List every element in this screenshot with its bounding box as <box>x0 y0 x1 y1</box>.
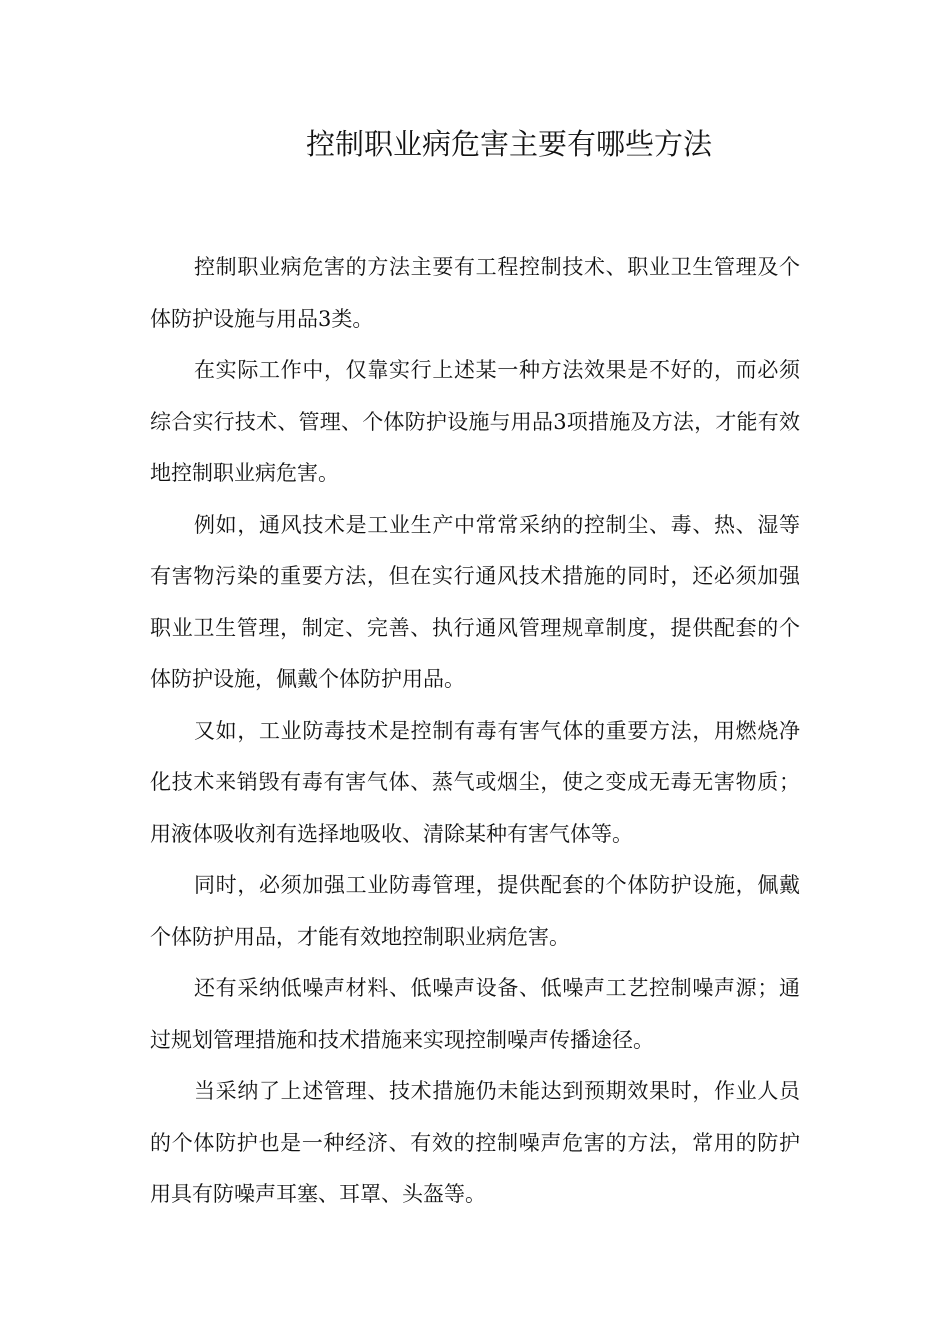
paragraph-5: 同时，必须加强工业防毒管理，提供配套的个体防护设施，佩戴个体防护用品，才能有效地控制职业病危害。 <box>150 873 800 949</box>
document-body <box>150 242 800 1221</box>
paragraph-7: 当采纳了上述管理、技术措施仍未能达到预期效果时，作业人员的个体防护也是一种经济、有效的控制噪声危害的方法，常用的防护用具有防噪声耳塞、耳罩、头盔等。 <box>150 1079 800 1206</box>
paragraph-2: 在实际工作中，仅靠实行上述某一种方法效果是不好的，而必须综合实行技术、管理、个体防护设施与用品3项措施及方法，才能有效地控制职业病危害。 <box>150 358 800 485</box>
paragraph-1: 控制职业病危害的方法主要有工程控制技术、职业卫生管理及个体防护设施与用品3类。 <box>150 255 800 331</box>
document-title: 控制职业病危害主要有哪些方法 <box>305 127 712 161</box>
paragraph-3: 例如，通风技术是工业生产中常常采纳的控制尘、毒、热、湿等有害物污染的重要方法，但在实行通风技术措施的同时，还必须加强职业卫生管理，制定、完善、执行通风管理规章制度，提供配套的个体防护设施，佩戴个体防护用品。 <box>150 512 800 691</box>
paragraph-4: 又如，工业防毒技术是控制有毒有害气体的重要方法，用燃烧净化技术来销毁有毒有害气体、蒸气或烟尘，使之变成无毒无害物质；用液体吸收剂有选择地吸收、清除某种有害气体等。 <box>150 718 800 846</box>
paragraph-6: 还有采纳低噪声材料、低噪声设备、低噪声工艺控制噪声源；通过规划管理措施和技术措施来实现控制噪声传播途径。 <box>150 976 800 1052</box>
